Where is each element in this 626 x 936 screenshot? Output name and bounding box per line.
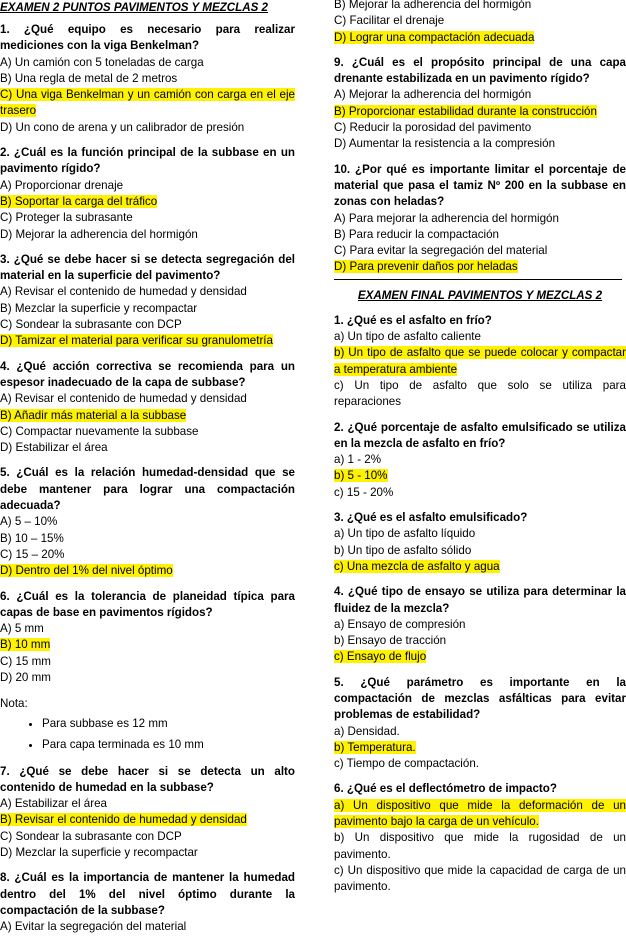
- right-column: [334, 0, 626, 896]
- option-a: A) Estabilizar el área: [0, 797, 107, 811]
- option-b-answer: B) Añadir más material a la subbase: [0, 408, 187, 422]
- option-d: D) Mezclar la superficie y recompactar: [0, 846, 198, 860]
- option-c: c) Un dispositivo que mide la capacidad de carga de un pavimento.: [334, 863, 626, 894]
- question-8-text: 8. ¿Cuál es la importancia de mantener la humedad dentro del 1% del nivel óptimo durante la compactación de la subbase?: [0, 871, 295, 917]
- final-question-3-text: 3. ¿Qué es el asfalto emulsificado?: [334, 511, 528, 525]
- final-question-5: [334, 675, 626, 773]
- exam-title: EXAMEN 2 PUNTOS PAVIMENTOS Y MEZCLAS 2: [0, 1, 268, 14]
- option-d: D) 20 mm: [0, 670, 51, 684]
- option-a: a) Ensayo de compresión: [334, 617, 466, 631]
- option-b: b) Un dispositivo que mide la rugosidad de un pavimento.: [334, 831, 626, 861]
- option-d: D) Estabilizar el área: [0, 441, 108, 455]
- option-a: A) Mejorar la adherencia del hormigón: [334, 88, 532, 102]
- option-b-answer: B) Proporcionar estabilidad durante la construcción: [334, 104, 597, 118]
- left-column: [0, 0, 295, 936]
- note-item: • Para capa terminada es 10 mm: [42, 734, 295, 755]
- final-question-2-text: 2. ¿Qué porcentaje de asfalto emulsificado se utiliza en la mezcla de asfalto en frío?: [334, 420, 626, 450]
- option-a: a) Un tipo de asfalto líquido: [334, 527, 476, 541]
- note-block: [0, 696, 295, 754]
- option-d-answer: D) Lograr una compactación adecuada: [334, 30, 535, 44]
- option-a-answer: a) Un dispositivo que mide la deformación de un pavimento bajo la carga de un vehículo.: [334, 798, 626, 829]
- final-question-1-text: 1. ¿Qué es el asfalto en frío?: [334, 313, 492, 327]
- note-item: • Para subbase es 12 mm: [42, 713, 295, 734]
- option-a: a) Densidad.: [334, 724, 400, 738]
- option-d-answer: D) Para prevenir daños por heladas: [334, 260, 518, 274]
- option-a: A) Para mejorar la adherencia del hormigón: [334, 211, 559, 225]
- option-c-answer: c) Ensayo de flujo: [334, 650, 427, 664]
- final-question-1: [334, 313, 626, 411]
- option-a: a) Un tipo de asfalto caliente: [334, 330, 481, 344]
- option-a: a) 1 - 2%: [334, 453, 382, 467]
- question-9: [334, 55, 626, 153]
- question-7: [0, 764, 295, 862]
- option-d: D) Mejorar la adherencia del hormigón: [0, 227, 198, 241]
- option-c-answer: c) Una mezcla de asfalto y agua: [334, 559, 500, 573]
- question-10: [334, 162, 626, 276]
- option-d-answer: D) Tamizar el material para verificar su granulometría: [0, 334, 273, 348]
- question-9-text: 9. ¿Cuál es el propósito principal de una capa drenante estabilizada en un pavimento rígido?: [334, 55, 626, 86]
- option-b: B) Para reducir la compactación: [334, 227, 499, 241]
- option-a: A) Revisar el contenido de humedad y densidad: [0, 392, 247, 406]
- option-b-answer: B) Revisar el contenido de humedad y densidad: [0, 813, 247, 827]
- final-question-2: [334, 420, 626, 501]
- option-b-answer: B) Soportar la carga del tráfico: [0, 194, 158, 208]
- question-6: [0, 589, 295, 687]
- option-c: c) Un tipo de asfalto que solo se utiliza para reparaciones: [334, 378, 626, 409]
- option-b: B) Mejorar la adherencia del hormigón: [334, 0, 532, 11]
- option-a: A) 5 – 10%: [0, 515, 58, 529]
- question-8: [0, 870, 295, 935]
- option-b: b) Ensayo de tracción: [334, 634, 447, 648]
- question-5-text: 5. ¿Cuál es la relación humedad-densidad que se debe mantener para lograr una compactación adecuada?: [0, 466, 295, 513]
- option-a: A) Evitar la segregación del material: [0, 920, 187, 934]
- final-question-3: [334, 510, 626, 575]
- option-c: C) Sondear la subrasante con DCP: [0, 829, 182, 843]
- note-list: [0, 713, 295, 755]
- final-question-4-text: 4. ¿Qué tipo de ensayo se utiliza para determinar la fluidez de la mezcla?: [334, 585, 626, 615]
- final-question-5-text: 5. ¿Qué parámetro es importante en la compactación de mezclas asfálticas para evitar problemas de estabilidad?: [334, 675, 626, 722]
- option-c: C) Sondear la subrasante con DCP: [0, 318, 182, 332]
- option-c-answer: C) Una viga Benkelman y un camión con carga en el eje trasero: [0, 88, 295, 118]
- question-1: [0, 22, 295, 136]
- option-b-answer: B) 10 mm: [0, 638, 51, 652]
- question-4-text: 4. ¿Qué acción correctiva se recomienda para un espesor inadecuado de la capa de subbase?: [0, 359, 295, 389]
- option-d: D) Un cono de arena y un calibrador de presión: [0, 120, 245, 134]
- question-8-continued: [334, 0, 626, 46]
- option-b: B) Una regla de metal de 2 metros: [0, 71, 178, 85]
- option-d: D) Aumentar la resistencia a la compresión: [334, 137, 556, 151]
- final-question-6: [334, 781, 626, 895]
- question-7-text: 7. ¿Qué se debe hacer si se detecta un alto contenido de humedad en la subbase?: [0, 764, 295, 794]
- option-c: C) Proteger la subrasante: [0, 211, 133, 225]
- option-c: C) Facilitar el drenaje: [334, 14, 445, 28]
- option-c: c) Tiempo de compactación.: [334, 757, 479, 771]
- option-c: C) Reducir la porosidad del pavimento: [334, 121, 532, 135]
- option-a: A) Revisar el contenido de humedad y densidad: [0, 285, 247, 299]
- final-exam-title: EXAMEN FINAL PAVIMENTOS Y MEZCLAS 2: [357, 288, 603, 302]
- question-4: [0, 359, 295, 457]
- question-2-text: 2. ¿Cuál es la función principal de la subbase en un pavimento rígido?: [0, 146, 295, 176]
- option-b-answer: b) Un tipo de asfalto que se puede colocar y compactar a temperatura ambiente: [334, 346, 626, 376]
- final-question-4: [334, 584, 626, 665]
- question-3: [0, 252, 295, 350]
- question-10-text: 10. ¿Por qué es importante limitar el porcentaje de material que pasa el tamiz Nº 200 en la subbase en zonas con heladas?: [334, 162, 626, 209]
- option-a: A) Proporcionar drenaje: [0, 178, 124, 192]
- question-2: [0, 145, 295, 243]
- option-c: c) 15 - 20%: [334, 485, 394, 499]
- option-a: A) 5 mm: [0, 622, 44, 636]
- option-b-answer: b) 5 - 10%: [334, 469, 388, 483]
- option-c: C) Para evitar la segregación del material: [334, 244, 548, 258]
- option-c: C) 15 – 20%: [0, 547, 65, 561]
- option-b: B) 10 – 15%: [0, 531, 64, 545]
- option-b-answer: b) Temperatura.: [334, 740, 416, 754]
- option-b: B) Mezclar la superficie y recompactar: [0, 301, 198, 315]
- option-c: C) 15 mm: [0, 654, 51, 668]
- section-divider: [334, 279, 622, 280]
- option-d-answer: D) Dentro del 1% del nivel óptimo: [0, 564, 173, 578]
- question-6-text: 6. ¿Cuál es la tolerancia de planeidad típica para capas de base en pavimentos rígidos?: [0, 589, 295, 619]
- final-question-6-text: 6. ¿Qué es el deflectómetro de impacto?: [334, 782, 557, 796]
- option-a: A) Un camión con 5 toneladas de carga: [0, 55, 204, 69]
- question-1-text: 1. ¿Qué equipo es necesario para realizar mediciones con la viga Benkelman?: [0, 23, 295, 53]
- question-3-text: 3. ¿Qué se debe hacer si se detecta segregación del material en la superficie del pavimento?: [0, 252, 295, 283]
- option-b: b) Un tipo de asfalto sólido: [334, 543, 472, 557]
- question-5: [0, 465, 295, 579]
- note-label: Nota:: [0, 697, 28, 711]
- option-c: C) Compactar nuevamente la subbase: [0, 424, 199, 438]
